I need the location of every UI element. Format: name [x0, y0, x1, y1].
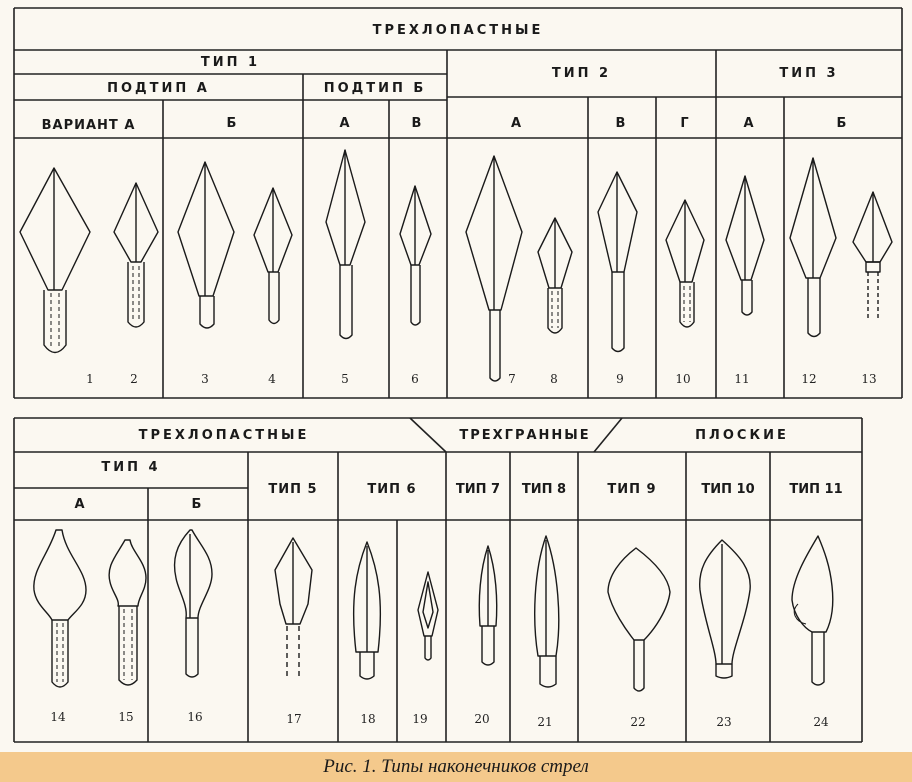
number-label: 18 [360, 712, 376, 726]
type9-label: ТИП 9 [607, 482, 657, 497]
arrowhead-3-drawing [178, 162, 234, 328]
type11-label: ТИП 11 [789, 482, 843, 497]
arrowhead-10-drawing [666, 200, 704, 327]
type7-label: ТИП 7 [455, 482, 501, 497]
type10-label: ТИП 10 [701, 482, 755, 497]
number-label: 7 [508, 372, 516, 386]
title-trilobed-top: ТРЕХЛОПАСТНЫЕ [372, 23, 544, 38]
type2-label: ТИП 2 [551, 66, 612, 81]
figure-caption: Рис. 1. Типы наконечников стрел [0, 752, 912, 782]
type2-v-label: В [615, 116, 629, 131]
arrowhead-12-drawing [790, 158, 836, 337]
title-trilobed-bottom: ТРЕХЛОПАСТНЫЕ [138, 428, 310, 443]
number-label: 3 [201, 372, 209, 386]
arrowhead-17-drawing [275, 538, 312, 680]
arrowhead-5-drawing [326, 150, 365, 339]
number-label: 24 [813, 715, 829, 729]
number-label: 16 [187, 710, 203, 724]
number-label: 15 [118, 710, 134, 724]
subtype-b-a-label: А [339, 116, 353, 131]
type1-label: ТИП 1 [200, 55, 261, 70]
arrowhead-9-drawing [598, 172, 637, 352]
arrowhead-7-drawing [466, 156, 522, 381]
arrowhead-8-drawing [538, 218, 572, 333]
arrowhead-19-drawing [418, 572, 438, 660]
type2-a-label: А [510, 116, 525, 131]
subtype-a-label: ПОДТИП А [107, 81, 210, 96]
type5-label: ТИП 5 [268, 482, 318, 497]
type8-label: ТИП 8 [521, 482, 567, 497]
number-label: 9 [616, 372, 624, 386]
title-trifaceted: ТРЕХГРАННЫЕ [459, 428, 591, 443]
arrowhead-21-drawing [535, 536, 559, 687]
number-label: 17 [286, 712, 302, 726]
arrowhead-2-drawing [114, 183, 158, 327]
arrowhead-20-drawing [479, 546, 496, 665]
number-label: 1 [86, 372, 94, 386]
number-label: 14 [50, 710, 66, 724]
subtype-b-v-label: В [411, 116, 425, 131]
arrowhead-24-drawing [792, 536, 833, 685]
variant-a-label: ВАРИАНТ А [41, 118, 136, 133]
number-label: 8 [550, 372, 558, 386]
number-label: 4 [268, 372, 276, 386]
number-label: 21 [537, 715, 553, 729]
arrowhead-11-drawing [726, 176, 764, 315]
arrowhead-6-drawing [400, 186, 431, 325]
type3-label: ТИП 3 [779, 66, 839, 81]
type3-a-label: А [743, 116, 757, 131]
arrowhead-4-drawing [254, 188, 292, 324]
arrowhead-23-drawing [700, 540, 751, 678]
number-label: 22 [630, 715, 646, 729]
type3-b-label: Б [836, 116, 850, 131]
number-label: 13 [861, 372, 877, 386]
number-label: 20 [474, 712, 490, 726]
arrowhead-18-drawing [354, 542, 381, 679]
type4-a-label: А [74, 497, 88, 512]
number-label: 19 [412, 712, 428, 726]
number-label: 6 [411, 372, 419, 386]
arrowhead-15-drawing [109, 540, 146, 685]
arrowhead-22-drawing [608, 548, 670, 691]
number-label: 23 [716, 715, 732, 729]
arrowhead-14-drawing [34, 530, 86, 687]
type4-label: ТИП 4 [101, 460, 161, 475]
type4-b-label: Б [191, 497, 205, 512]
title-flat: ПЛОСКИЕ [695, 428, 789, 443]
arrowhead-1-drawing [20, 168, 90, 353]
number-label: 2 [130, 372, 138, 386]
subtype-b-label: ПОДТИП Б [323, 81, 427, 96]
number-label: 5 [341, 372, 349, 386]
number-label: 11 [734, 372, 750, 386]
variant-b-label: Б [226, 116, 240, 131]
number-label: 12 [801, 372, 817, 386]
number-label: 10 [675, 372, 691, 386]
type6-label: ТИП 6 [367, 482, 417, 497]
type2-g-label: Г [680, 116, 692, 131]
arrowhead-13-drawing [853, 192, 892, 318]
arrowhead-16-drawing [175, 530, 212, 677]
